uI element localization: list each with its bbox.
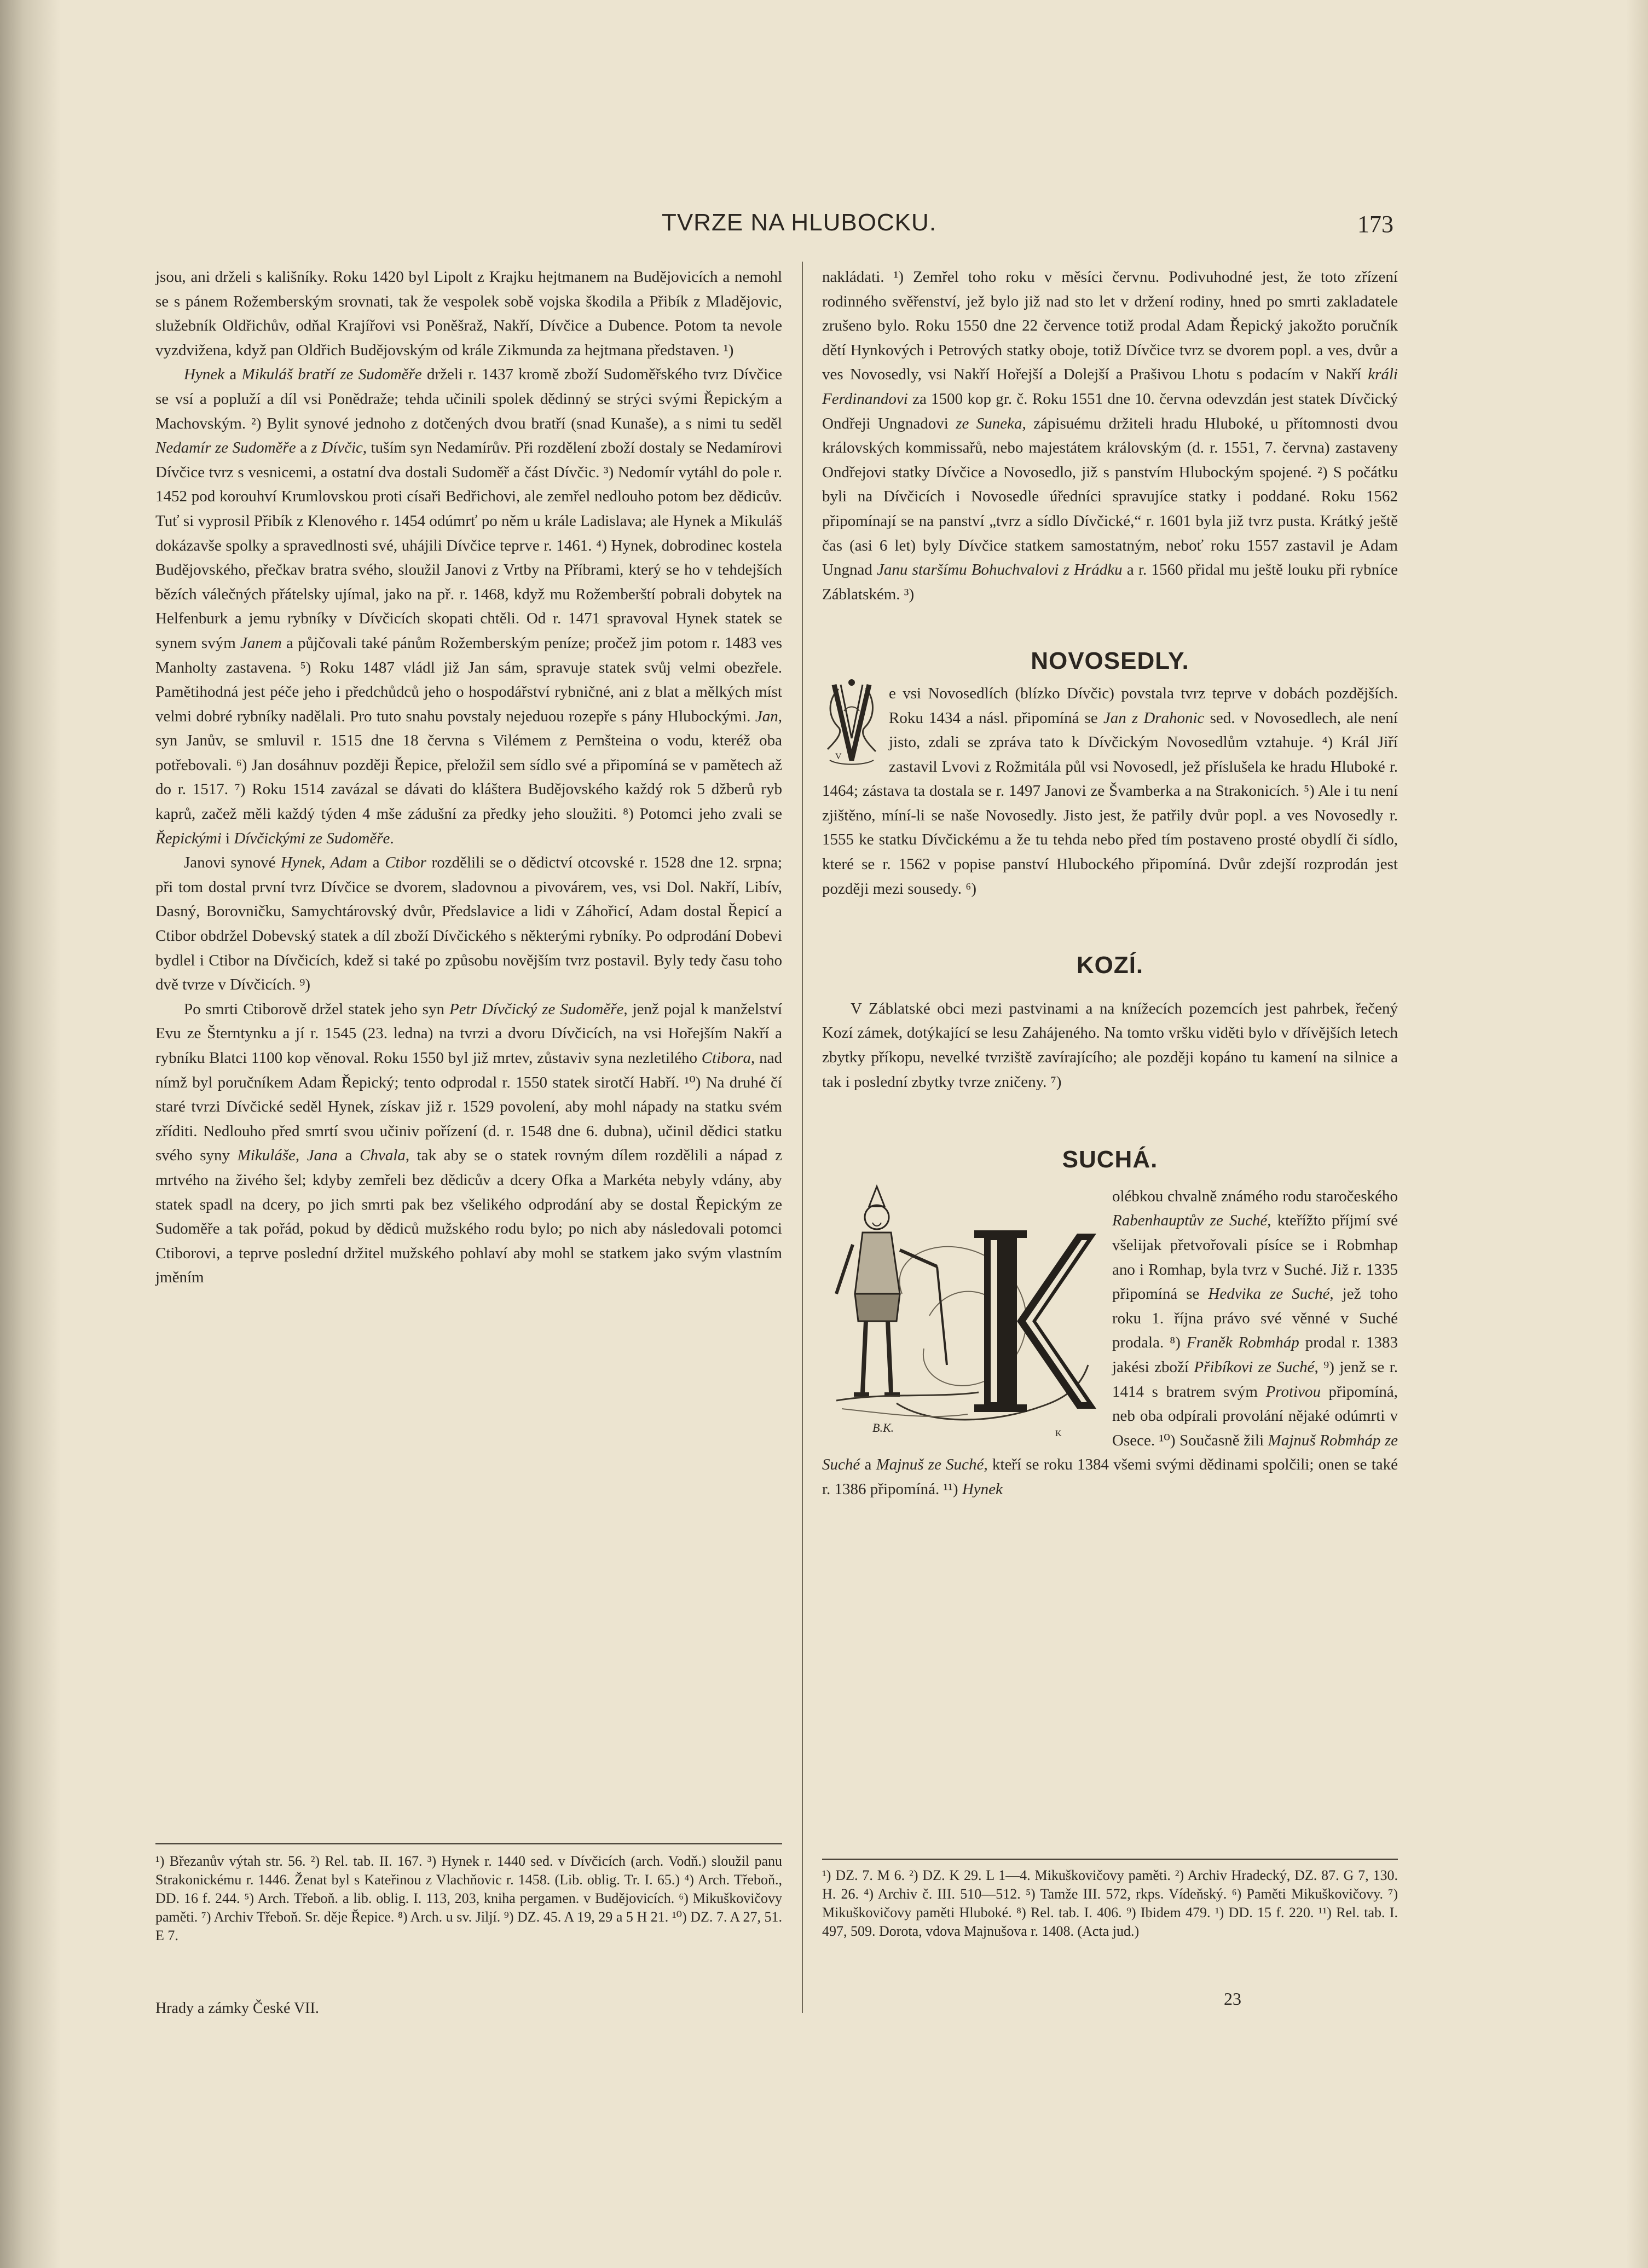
page-gutter-shadow (0, 0, 60, 2268)
paragraph: V Záblatské obci mezi pastvinami a na knížecích pozemcích jest pahrbek, řečený Kozí zámek, dotýkající se lesu Zahájeného. Na tomto vršku viděti bylo v dřívějších letech zbytky příkopu, nevelké tvrziště zavírajícího; ale později kopáno tu kamení na silnice a tak i poslední zbytky tvrze zničeny. ⁷) (822, 999, 1398, 1091)
person-name: Mikuláše, Jana (237, 1147, 338, 1165)
footnote-rule-left (155, 1843, 782, 1844)
column-divider (802, 262, 803, 2013)
person-name: Ctibor (385, 854, 426, 872)
running-head-title: TVRZE NA HLUBOCKU. (661, 209, 937, 236)
ornament-k-with-figure-icon (820, 1184, 1100, 1442)
person-name: Řepickými (155, 829, 222, 847)
paragraph: jsou, ani drželi s kališníky. Roku 1420 byl Lipolt z Krajku hejtmanem na Budějovicích a nemohl se s pánem Rožemberským srovnati, tak že vespolek sobě vojska škodila a Přibík z Mladějovic, služebník Oldřichův, odňal Krajířovi vsi Poněšraž, Nakří, Dívčice a Dubence. Potom ta nevole vyzdvižena, když pan Oldřich Budějovským od krále Zikmunda za hejtmana představen. ¹) (155, 268, 782, 359)
person-name: Nedamír ze Sudoměře (155, 439, 296, 457)
person-name: Jan z Drahonic (1103, 709, 1205, 727)
ornamental-initial-v (822, 678, 881, 771)
person-name: Dívčickými ze Sudoměře (234, 829, 390, 847)
person-name: králi Ferdinandovi (822, 366, 1398, 408)
section-title-sucha: SUCHÁ. (1062, 1146, 1158, 1173)
person-name: Mikuláš bratří ze Sudoměře (241, 366, 422, 384)
person-name: z Dívčic (311, 439, 363, 457)
paragraph: B.K. K olébkou chvalně známého rodu staročeského Rabenhauptův ze Suché, kteřížto příjmí své všelijak přetvořovali písíce se i Robmhap ano i Romhap, byla tvrz v Suché. Již r. 1335 připomíná se Hedvika ze Suché, jež toho roku 1. října právo své věnné v Suché prodala. ⁸) Franěk Robmháp prodal r. 1383 jakési zboží Přibíkovi ze Suché, ⁹) jenž se r. 1414 s bratrem svým Protivou připomíná, neb oba odpírali provolání nějaké odúmrti v Osece. ¹⁰) Současně žili Majnuš Robmháp ze Suché a Majnuš ze Suché, kteří se roku 1384 všemi svými dědinami spolčili; onen se také r. 1386 připomíná. ¹¹) Hynek (822, 1184, 1398, 1502)
initial-letter-text: V (835, 751, 842, 761)
person-name: Jan (755, 707, 778, 725)
spacer (822, 674, 1398, 681)
person-name: Majnuš ze Suché (876, 1456, 984, 1474)
spacer (822, 1094, 1398, 1148)
spacer (822, 978, 1398, 997)
section-title-kozi: KOZÍ. (1076, 952, 1144, 979)
initial-letter-text: K (1055, 1428, 1062, 1438)
person-name: Hynek (962, 1480, 1003, 1498)
page-edge-shadow (1626, 0, 1648, 2268)
person-name: ze Suneka (956, 414, 1022, 432)
right-column (822, 265, 1398, 1502)
spacer (822, 606, 1398, 649)
footnotes-left: ¹) Březanův výtah str. 56. ²) Rel. tab. II. 167. ³) Hynek r. 1440 sed. v Dívčicích (arch. Vodň.) sloužil panu Strakonickému r. 1446. Ženat byl s Kateřinou z Vlachňovic r. 1458. (Lib. oblig. Tr. I. 65.) ⁴) Arch. Třeboň., DD. 16 f. 244. ⁵) Arch. Třeboň. a lib. oblig. I. 113, 203, kniha pergamen. v Budějovicích. ⁶) Mikuškovičovy paměti. ⁷) Archiv Třeboň. Sr. děje Řepice. ⁸) Arch. u sv. Jiljí. ⁹) DZ. 45. A 19, 29 a 5 H 21. ¹⁰) DZ. 7. A 27, 51. E 7. (155, 1853, 782, 1943)
person-name: Janu staršímu Bohuchvalovi z Hrádku (877, 561, 1123, 579)
artist-signature: B.K. (872, 1420, 894, 1434)
person-name: Hedvika ze Suché (1208, 1285, 1330, 1303)
ornamental-initial-k (820, 1184, 1100, 1442)
person-name: Majnuš Robmháp ze Suché (822, 1431, 1398, 1474)
person-name: Hynek, Adam (281, 854, 368, 872)
person-name: Hynek (184, 366, 225, 384)
paragraph: V e vsi Novosedlích (blízko Dívčic) povstala tvrz teprve v dobách pozdějších. Roku 1434 a násl. připomíná se Jan z Drahonic sed. v Novosedlech, ale není jisto, zdali se zpráva tato k Dívčickým Novosedlům vztahuje. ⁴) Král Jiří zastavil Lvovi z Rožmitála půl vsi Novosedl, jež příslušela ke hradu Hluboké r. 1464; zástava ta dostala se r. 1497 Janovi ze Švamberka a na Strakonicích. ⁵) Ale i tu není zjištěno, míní-li se naše Novosedly. Jisto jest, že patřily dvůr popl. a ves Novosedly r. 1555 ke statku Dívčickému a že tu tehda nebo před tím postaveno prosté obydlí či sídlo, které se r. 1562 v popise panství Hlubockého připomíná. Dvůr zdejší rozprodán jest později mezi sousedy. ⁶) (822, 681, 1398, 901)
paragraph: nakládati. ¹) Zemřel toho roku v měsíci červnu. Podivuhodné jest, že toto zřízení rodinného svěřenství, jež bylo již nad sto let v držení rodiny, hned po smrti zakladatele zrušeno bylo. Roku 1550 dne 22 července totiž prodal Adam Řepický jakožto poručník dětí Hynkových i Petrových statky oboje, totiž Dívčice tvrz se dvorem popl. a ves, dvůr a ves Novosedly, vsi Nakří Hořejší a Dolejší a Prašivou Lhotu s podacím v Nakří králi Ferdinandovi za 1500 kop gr. č. Roku 1551 dne 10. června odevzdán jest statek Dívčický Ondřeji Ungnadovi ze Suneka, zápisuému držiteli hradu Hluboké, u přítomnosti dvou královských kommissařů, nebo majestátem královským (d. r. 1551, 7. června) zastaveny Ondřejovi statky Dívčice a Novosedlo, již s panstvím Hlubockým spojené. ²) S počátku byli na Dívčicích i Novosedle úředníci spravujíce statky i poddané. Roku 1562 připomínají se na panství „tvrz a sídlo Dívčické,“ r. 1601 byla již tvrz pusta. Krátký ještě čas (asi 6 let) byly Dívčice statkem samostatným, neboť roku 1557 zastavil je Adam Ungnad Janu staršímu Bohuchvalovi z Hrádku a r. 1560 přidal mu ještě louku při rybníce Záblatském. ³) (822, 268, 1398, 603)
person-name: Ctibora (701, 1049, 751, 1067)
left-column (155, 265, 782, 1290)
printer-signature-mark: 23 (1224, 1989, 1241, 2009)
person-name: Petr Dívčický ze Sudoměře (449, 1000, 624, 1018)
person-name: Franěk Robmháp (1186, 1334, 1299, 1352)
person-name: Janem (240, 634, 282, 652)
collection-name: Hrady a zámky České VII. (155, 2000, 319, 2017)
ornament-v-icon (822, 678, 881, 771)
person-name: Chvala (360, 1147, 406, 1165)
section-title-novosedly: NOVOSEDLY. (1031, 647, 1189, 675)
page-number: 173 (1357, 211, 1393, 238)
spacer (822, 901, 1398, 953)
paragraph: Po smrti Ctiborově držel statek jeho syn Petr Dívčický ze Sudoměře, jenž pojal k manželství Evu ze Šterntynku a jí r. 1545 (23. ledna) na tvrzi a dvoru Dívčicích, na vsi Hořejším Nakří a rybníku Blatci 1100 kop věnoval. Roku 1550 byl již mrtev, zůstaviv syna nezletilého Ctibora, nad nímž byl poručníkem Adam Řepický; tento odprodal r. 1550 statek sirotčí Habří. ¹⁰) Na druhé čí staré tvrzi Dívčické seděl Hynek, získav již r. 1529 povolení, aby mohl nápady na statku svém zříditi. Nedlouho před smrtí svou učiniv pořízení (d. r. 1548 dne 6. dubna), učinil dědici statku svého syny Mikuláše, Jana a Chvala, tak aby se o statek rovným dílem rozdělili a nápad z mrtvého na živého šel; kdyby zemřeli bez dědicův a dcery Ofka a Markéta nebyly vdány, aby statek spadl na dcery, po jich smrti pak bez všelikého odprodání aby se dostal Řepickým ze Sudoměře a tak pořád, pokud by dědiců mužského rodu bylo; po nich aby následovali potomci Ctiborovi, a teprve poslední držitel mužského pohlaví aby mohl se statkem jako svým vlastním jměním (155, 1000, 783, 1287)
person-name: Rabenhauptův ze Suché (1112, 1212, 1268, 1230)
paragraph: Hynek a Mikuláš bratří ze Sudoměře drželi r. 1437 kromě zboží Sudoměřského tvrz Dívčice se vsí a popluží a díl vsi Ponědraže; tehda učinili spolek dědinný se strýci svými Řepickým a Machovským. ²) Bylit synové jednoho z dotčených dvou bratří (snad Kunaše), a s nimi tu seděl Nedamír ze Sudoměře a z Dívčic, tuším syn Nedamírův. Při rozdělení zboží dostaly se Nedamírovi Dívčice tvrz s vesnicemi, a ostatní dva dostali Sudoměř a část Dívčic. ³) Nedomír vytáhl do pole r. 1452 pod korouhví Krumlovskou proti císaři Bedřichovi, ale zemřel nedlouho potom bez dědicův. Tuť si vyprosil Přibík z Klenového r. 1454 odúmrť po něm u krále Ladislava; ale Hynek a Mikuláš dokázavše spolky a spravedlnosti své, uhájili Dívčice teprve r. 1461. ⁴) Hynek, dobrodinec kostela Budějovského, přečkav bratra svého, sloužil Janovi z Vrtby na Příbrami, který se ho v tehdejších bězích válečných přátelsky ujímal, jako na př. r. 1468, když mu Rožemberští pobrali dobytek na Helfenburk a jemu rybníky v Dívčicích skopati chtěli. Od r. 1471 spravoval Hynek statek se synem svým Janem a půjčovali také pánům Rožemberským peníze; pročež jim potom r. 1483 ves Manholty zastavena. ⁵) Roku 1487 vládl již Jan sám, spravuje statek svůj velmi obezřele. Pamětihodná jest péče jeho i předchůdců jeho o hospodářství rybničné, ani z blat a mělkých míst velmi dobré rybníky nadělali. Pro tuto snahu povstaly nejeduou rozepře s pány Hlubockými. Jan, syn Janův, se smluvil r. 1515 dne 18 června s Vilémem z Pernšteina o vodu, kteréž oba potřebovali. ⁶) Jan dosáhnuv později Řepice, přeložil sem sídlo své a připomíná se v pamětech až do r. 1517. ⁷) Roku 1514 zavázal se dávati do kláštera Budějovského každý rok 5 džberů ryb kaprů, začež měli každý týden 4 mše zádušní za předky jeho sloužiti. ⁸) Potomci jeho zvali se Řepickými i Dívčickými ze Sudoměře. (155, 366, 782, 847)
paragraph: Janovi synové Hynek, Adam a Ctibor rozdělili se o dědictví otcovské r. 1528 dne 12. srpna; při tom dostal první tvrz Dívčice se dvorem, sladovnou a pivovárem, ves, vsi Dol. Nakří, Libív, Dasný, Borovničku, Samychtárovský dvůr, Předslavice a lidi v Záhořicí, Adam dostal Řepicí a Ctibor obdržel Dobevský statek a díl zboží Dívčického s některými rybníky. Po odprodání Dobevi bydlel i Ctibor na Dívčicích, kdež si také po způsobu novějším tvrz postavil. Byly tedy času toho dvě tvrze v Dívčicích. ⁹) (155, 854, 783, 994)
footnote-rule-right (822, 1859, 1398, 1860)
footnotes-right: ¹) DZ. 7. M 6. ²) DZ. K 29. L 1—4. Mikuškovičovy paměti. ²) Archiv Hradecký, DZ. 87. G 7, 130. H. 26. ⁴) Archiv č. III. 510—512. ⁵) Tamže III. 572, rkps. Vídeňský. ⁶) Paměti Mikuškovičovy. ⁷) Mikuškovičovy paměti Hluboké. ⁸) Rel. tab. I. 406. ⁹) Ibidem 479. ¹) DD. 15 f. 220. ¹¹) Rel. tab. I. 497, 509. Dorota, vdova Majnušova r. 1408. (Acta jud.) (822, 1867, 1398, 1939)
spacer (822, 1172, 1398, 1184)
person-name: Protivou (1265, 1382, 1321, 1401)
person-name: Přibíkovi ze Suché (1194, 1358, 1315, 1376)
